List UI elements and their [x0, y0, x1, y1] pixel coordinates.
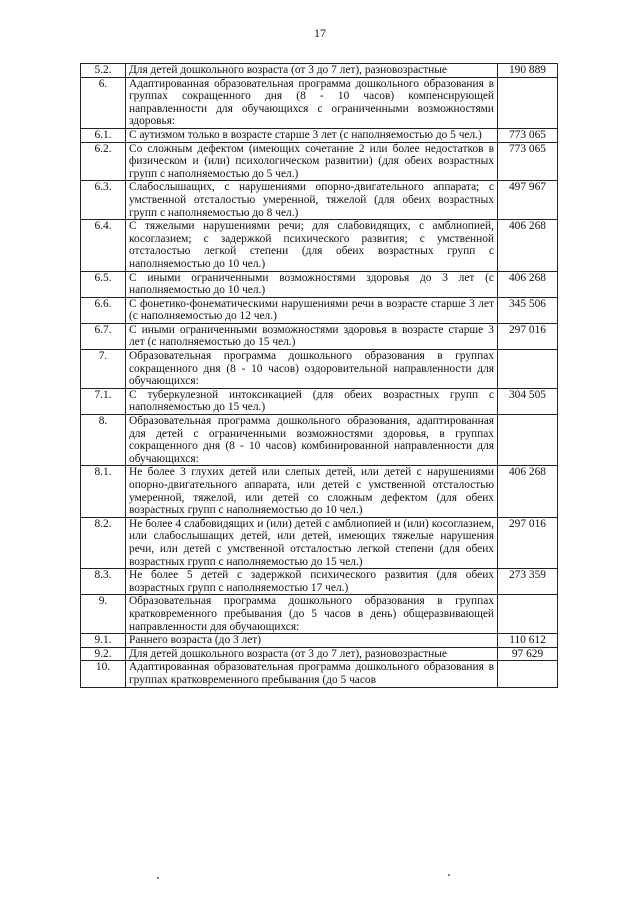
table-row [81, 220, 558, 271]
row-number: 6.6. [81, 297, 126, 323]
row-value: 297 016 [498, 517, 558, 568]
row-value: 406 268 [498, 466, 558, 517]
row-value: 773 065 [498, 142, 558, 181]
row-value [498, 350, 558, 389]
row-value [498, 415, 558, 466]
row-value: 297 016 [498, 323, 558, 349]
table-row [81, 647, 558, 661]
row-value: 497 967 [498, 181, 558, 220]
table-row [81, 297, 558, 323]
page-number: 17 [314, 26, 326, 40]
row-value: 304 505 [498, 388, 558, 414]
row-number: 6.4. [81, 220, 126, 271]
row-number: 8. [81, 415, 126, 466]
row-description: Образовательная программа дошкольного образования, адаптированная для детей с ограниченными возможностями здоровья, в группах сокращенного дня (8 - 10 часов) комбинированной направленности для обучающихся: [126, 415, 498, 466]
scan-artifact [448, 874, 450, 876]
row-number: 9. [81, 595, 126, 634]
row-number: 6.7. [81, 323, 126, 349]
row-description: Со сложным дефектом (имеющих сочетание 2 или более недостатков в физическом и (или) психологическом развитии) (для обеих возрастных групп с наполняемостью до 5 чел.) [126, 142, 498, 181]
row-description: Для детей дошкольного возраста (от 3 до 7 лет), разновозрастные [126, 64, 498, 78]
row-value: 273 359 [498, 569, 558, 595]
table-row [81, 634, 558, 648]
row-value: 773 065 [498, 128, 558, 142]
row-number: 9.2. [81, 647, 126, 661]
row-number: 6.2. [81, 142, 126, 181]
table-row [81, 350, 558, 389]
table-row [81, 415, 558, 466]
table-row [81, 661, 558, 687]
row-description: Образовательная программа дошкольного образования в группах кратковременного пребывания (до 5 часов в день) общеразвивающей направленности для обучающихся: [126, 595, 498, 634]
row-number: 10. [81, 661, 126, 687]
row-number: 6.5. [81, 271, 126, 297]
table-row [81, 466, 558, 517]
row-number: 8.3. [81, 569, 126, 595]
row-value: 190 889 [498, 64, 558, 78]
row-value [498, 661, 558, 687]
row-value [498, 77, 558, 128]
table-row [81, 569, 558, 595]
row-number: 8.2. [81, 517, 126, 568]
table-row [81, 517, 558, 568]
row-number: 7. [81, 350, 126, 389]
row-number: 7.1. [81, 388, 126, 414]
row-description: С иными ограниченными возможностями здоровья до 3 лет (с наполняемостью до 10 чел.) [126, 271, 498, 297]
tariff-table-body [81, 64, 558, 688]
table-row [81, 142, 558, 181]
row-description: Адаптированная образовательная программа дошкольного образования в группах сокращенного дня (8 - 10 часов) компенсирующей направленности для обучающихся с ограниченными возможностями здоровья: [126, 77, 498, 128]
row-value: 110 612 [498, 634, 558, 648]
row-value: 345 506 [498, 297, 558, 323]
scan-artifact [157, 877, 159, 879]
table-row [81, 77, 558, 128]
row-description: С тяжелыми нарушениями речи; для слабовидящих, с амблиопией, косоглазием; с задержкой психического развития; с умственной отсталостью легкой степени (для обеих возрастных групп с наполняемостью до 10 чел.) [126, 220, 498, 271]
table-row [81, 64, 558, 78]
row-number: 5.2. [81, 64, 126, 78]
table-row [81, 128, 558, 142]
row-description: С фонетико-фонематическими нарушениями речи в возрасте старше 3 лет (с наполняемостью до 12 чел.) [126, 297, 498, 323]
table-row [81, 271, 558, 297]
row-number: 9.1. [81, 634, 126, 648]
row-number: 6.1. [81, 128, 126, 142]
table-row [81, 323, 558, 349]
row-description: Не более 5 детей с задержкой психического развития (для обеих возрастных групп с наполняемостью 17 чел.) [126, 569, 498, 595]
row-number: 6.3. [81, 181, 126, 220]
row-number: 6. [81, 77, 126, 128]
table-row [81, 388, 558, 414]
row-number: 8.1. [81, 466, 126, 517]
row-description: Не более 3 глухих детей или слепых детей, или детей с нарушениями опорно-двигательного аппарата, или детей с умственной отсталостью умеренной, тяжелой, или детей со сложным дефектом (для обеих возрастных групп с наполняемостью до 10 чел.) [126, 466, 498, 517]
row-description: С туберкулезной интоксикацией (для обеих возрастных групп с наполняемостью до 15 чел.) [126, 388, 498, 414]
row-description: Не более 4 слабовидящих и (или) детей с амблиопией и (или) косоглазием, или слабослышащих детей, или детей, имеющих тяжелые нарушения речи, или детей с умственной отсталостью легкой степени (для обеих возрастных групп с наполняемостью до 15 чел.) [126, 517, 498, 568]
row-value: 406 268 [498, 220, 558, 271]
row-description: Раннего возраста (до 3 лет) [126, 634, 498, 648]
row-value: 97 629 [498, 647, 558, 661]
row-value: 406 268 [498, 271, 558, 297]
tariff-table [80, 63, 558, 688]
row-description: Образовательная программа дошкольного образования в группах сокращенного дня (8 - 10 часов) оздоровительной направленности для обучающихся: [126, 350, 498, 389]
table-row [81, 181, 558, 220]
row-description: Для детей дошкольного возраста (от 3 до 7 лет), разновозрастные [126, 647, 498, 661]
row-description: Адаптированная образовательная программа дошкольного образования в группах кратковременного пребывания (до 5 часов [126, 661, 498, 687]
row-value [498, 595, 558, 634]
row-description: Слабослышащих, с нарушениями опорно-двигательного аппарата; с умственной отсталостью умеренной, тяжелой (для обеих возрастных групп с наполняемостью до 8 чел.) [126, 181, 498, 220]
table-row [81, 595, 558, 634]
row-description: С иными ограниченными возможностями здоровья в возрасте старше 3 лет (с наполняемостью до 15 чел.) [126, 323, 498, 349]
row-description: С аутизмом только в возрасте старше 3 лет (с наполняемостью до 5 чел.) [126, 128, 498, 142]
